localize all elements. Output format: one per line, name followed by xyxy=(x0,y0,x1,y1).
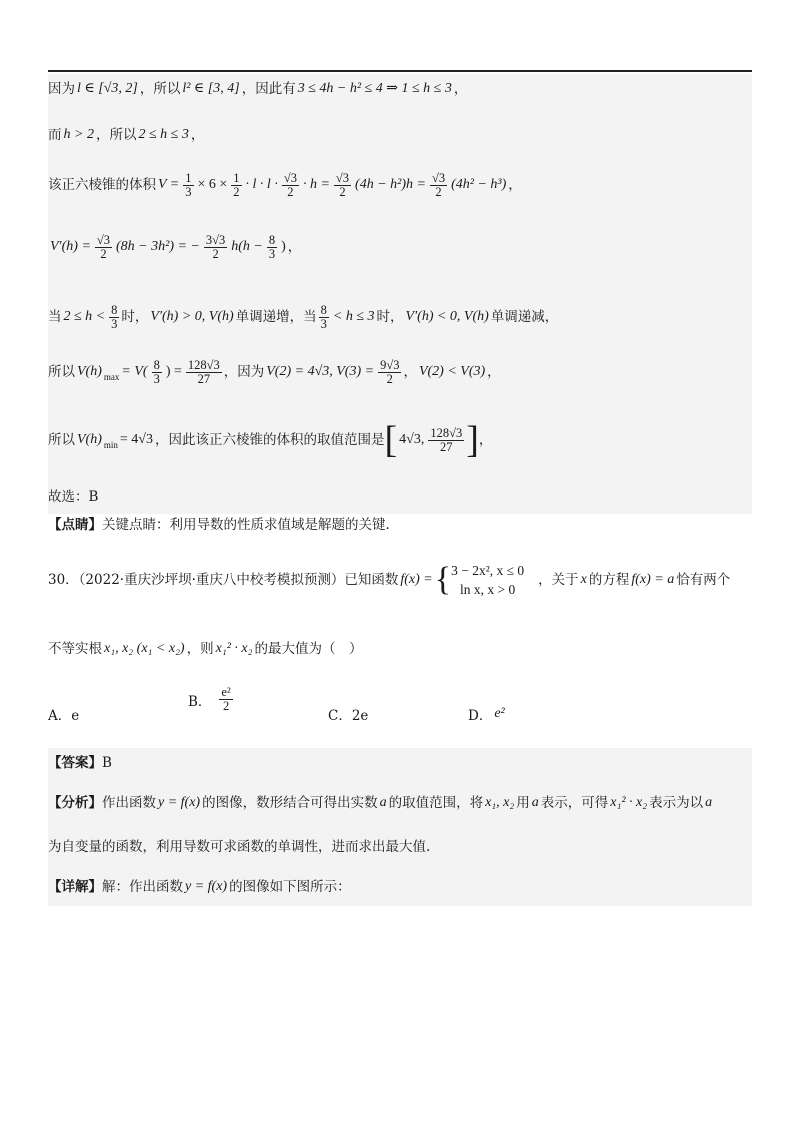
text: 为自变量的函数，利用导数可求函数的单调性，进而求出最大值. xyxy=(48,839,431,855)
math: l ∈ [√3, 2] xyxy=(77,81,138,96)
denominator: 2 xyxy=(233,184,240,199)
denominator: 2 xyxy=(222,699,230,713)
label: 【分析】 xyxy=(48,795,102,811)
denominator: 2 xyxy=(212,246,219,261)
piecewise-brace: { xyxy=(434,561,452,598)
math: x₁² · x₂ xyxy=(215,641,253,656)
text: 单调递增，当 xyxy=(235,309,317,325)
fraction xyxy=(378,359,401,386)
fraction xyxy=(183,172,193,199)
fraction xyxy=(109,304,119,331)
label: 【答案】 xyxy=(48,755,102,771)
numerator: 8 xyxy=(320,302,327,317)
solution-line-3-volume xyxy=(48,170,752,200)
numerator: √3 xyxy=(335,170,350,185)
analysis-line-2 xyxy=(48,838,752,856)
math: = 4√3 xyxy=(119,432,153,447)
math: (4h − h²)h = xyxy=(355,177,426,192)
text: 的取值范围，将 xyxy=(388,795,484,811)
math: l² ∈ [3, 4] xyxy=(182,81,240,96)
case-1: 3 − 2x², x ≤ 0 xyxy=(451,563,525,578)
numerator: 128√3 xyxy=(430,425,463,440)
math: V = xyxy=(158,177,180,192)
math: V′(h) > 0, V(h) xyxy=(150,309,234,324)
solution-choice xyxy=(48,488,752,506)
math: ) xyxy=(281,239,286,254)
fraction xyxy=(319,304,329,331)
math: x₁, x₂ xyxy=(485,795,515,810)
text: ， xyxy=(453,81,468,97)
option-a xyxy=(48,704,79,724)
math: 4√3, xyxy=(399,432,425,447)
math: ) = xyxy=(165,364,182,379)
label: 【点睛】 xyxy=(48,517,102,533)
math: a xyxy=(531,795,539,810)
text: 的图像如下图所示： xyxy=(229,879,351,895)
text: 当 xyxy=(48,309,62,325)
solution-line-6-max xyxy=(48,356,752,388)
text: ， xyxy=(403,364,417,380)
text: 时， xyxy=(376,309,404,325)
option-label: B． xyxy=(188,693,212,710)
solution-line-5-monotonicity xyxy=(48,302,752,332)
denominator: 3 xyxy=(153,371,160,386)
text: 单调递减， xyxy=(490,309,559,325)
denominator: 3 xyxy=(185,184,192,199)
analysis-line-1 xyxy=(48,794,752,812)
question-30-line-1 xyxy=(48,558,752,602)
math: h(h − xyxy=(231,239,263,254)
math: V(h) xyxy=(77,432,102,447)
numerator: 8 xyxy=(268,232,276,247)
text: 所以 xyxy=(48,364,75,380)
text: ， xyxy=(508,177,522,193)
math: a xyxy=(379,795,387,810)
numerator: e² xyxy=(221,685,231,699)
text: 该正六棱锥的体积 xyxy=(48,177,156,193)
text: 不等实根 xyxy=(48,641,102,657)
text: 的图像，数形结合可得出实数 xyxy=(202,795,378,811)
subscript: min xyxy=(103,440,118,450)
denominator: 2 xyxy=(339,184,346,199)
numerator: 9√3 xyxy=(380,357,400,372)
math: (4h² − h³) xyxy=(451,177,507,192)
denominator: 2 xyxy=(100,246,107,261)
numerator: 3√3 xyxy=(205,232,226,247)
math: x₁² · x₂ xyxy=(610,795,648,810)
fraction xyxy=(282,172,299,199)
text: ，因为 xyxy=(223,364,265,380)
numerator: √3 xyxy=(283,170,297,185)
math: y = f(x) xyxy=(158,795,201,810)
math: · h = xyxy=(302,177,330,192)
denominator: 2 xyxy=(386,371,393,386)
math: x xyxy=(580,572,587,587)
text: ，因此该正六棱锥的体积的取值范围是 xyxy=(155,432,385,448)
top-rule xyxy=(48,70,752,72)
fraction xyxy=(95,234,112,261)
right-bracket: ] xyxy=(466,419,479,461)
numerator: 1 xyxy=(185,170,192,185)
fraction xyxy=(231,172,241,199)
denominator: 3 xyxy=(320,316,327,331)
text: 解：作出函数 xyxy=(102,879,183,895)
math: (8h − 3h²) = − xyxy=(116,239,200,254)
text: ，所以 xyxy=(95,127,137,143)
math: · l · l · xyxy=(245,177,278,192)
fraction xyxy=(219,686,232,713)
left-bracket: [ xyxy=(384,419,398,461)
numerator: 8 xyxy=(153,357,160,372)
text: 恰有两个 xyxy=(676,572,731,588)
math: × 6 × xyxy=(197,177,228,192)
math: = V( xyxy=(121,364,148,379)
option-text: C．2e xyxy=(328,708,369,724)
text: 因为 xyxy=(48,81,75,97)
fraction xyxy=(334,172,351,199)
case-2: ln x, x > 0 xyxy=(459,582,516,597)
fraction xyxy=(428,427,464,454)
text: ， xyxy=(190,127,205,143)
math: 3 ≤ 4h − h² ≤ 4 ⇒ 1 ≤ h ≤ 3 xyxy=(297,81,452,96)
text: 所以 xyxy=(48,432,75,448)
text: 关键点睛：利用导数的性质求值域是解题的关键. xyxy=(102,517,390,533)
subscript: max xyxy=(103,372,120,382)
math: 2 ≤ h ≤ 3 xyxy=(138,127,189,142)
math: V(2) = 4√3, V(3) = xyxy=(266,364,375,379)
question-30-line-2 xyxy=(48,640,752,658)
math: V′(h) = xyxy=(50,239,91,254)
math: < h ≤ 3 xyxy=(332,309,375,324)
text: 而 xyxy=(48,127,62,143)
math: 2 ≤ h < xyxy=(63,309,106,324)
solution-line-4-derivative xyxy=(48,232,752,262)
key-point xyxy=(48,516,752,534)
piecewise-cases xyxy=(451,561,524,599)
text: ， xyxy=(487,364,501,380)
numerator: 1 xyxy=(233,170,240,185)
math: V(h) xyxy=(77,364,102,379)
option-d xyxy=(468,704,507,724)
fraction xyxy=(204,234,227,261)
text: 作出函数 xyxy=(102,795,156,811)
text: ， xyxy=(287,239,302,255)
denominator: 3 xyxy=(111,316,118,331)
solution-line-1 xyxy=(48,80,752,98)
math: V′(h) < 0, V(h) xyxy=(405,309,489,324)
numerator: √3 xyxy=(431,170,446,185)
numerator: √3 xyxy=(96,232,111,247)
text: 的最大值为（ ） xyxy=(254,641,363,657)
fraction xyxy=(430,172,447,199)
denominator: 27 xyxy=(440,439,453,454)
math: V(2) < V(3) xyxy=(418,364,486,379)
text: 表示为以 xyxy=(649,795,704,811)
math: x₁, x₂ (x₁ < x₂) xyxy=(104,641,185,656)
text: ，关于 xyxy=(538,572,579,588)
math: e² xyxy=(494,706,505,721)
denominator: 3 xyxy=(268,246,276,261)
denominator: 27 xyxy=(197,371,211,386)
text: 故选：B xyxy=(48,489,99,505)
solution-line-2 xyxy=(48,126,752,144)
option-c xyxy=(328,704,368,724)
solution-line-7-range xyxy=(48,420,752,460)
math: a xyxy=(705,795,713,810)
fraction xyxy=(186,359,222,386)
label: 【详解】 xyxy=(48,879,102,895)
denominator: 2 xyxy=(435,184,442,199)
text: 时， xyxy=(121,309,149,325)
numerator: 128√3 xyxy=(187,357,220,372)
text: 的方程 xyxy=(588,572,630,588)
math: h > 2 xyxy=(63,127,94,142)
text: ，因此有 xyxy=(241,81,296,97)
text: 30．（2022·重庆沙坪坝·重庆八中校考模拟预测）已知函数 xyxy=(48,572,399,588)
fraction xyxy=(267,234,277,261)
text: 用 xyxy=(516,795,530,811)
answer-line xyxy=(48,754,752,772)
math: f(x) = a xyxy=(631,572,675,587)
option-text: A．e xyxy=(48,708,80,724)
fraction xyxy=(152,359,162,386)
option-label: D． xyxy=(468,708,493,724)
option-b xyxy=(188,686,235,713)
text: ，所以 xyxy=(139,81,181,97)
denominator: 2 xyxy=(287,184,294,199)
text: B xyxy=(102,755,112,771)
text: 表示，可得 xyxy=(540,795,609,811)
text: ， xyxy=(478,432,493,448)
detail-line xyxy=(48,878,752,896)
numerator: 8 xyxy=(111,302,118,317)
math: f(x) = xyxy=(400,572,433,587)
math: y = f(x) xyxy=(185,879,228,894)
text: ，则 xyxy=(186,641,214,657)
